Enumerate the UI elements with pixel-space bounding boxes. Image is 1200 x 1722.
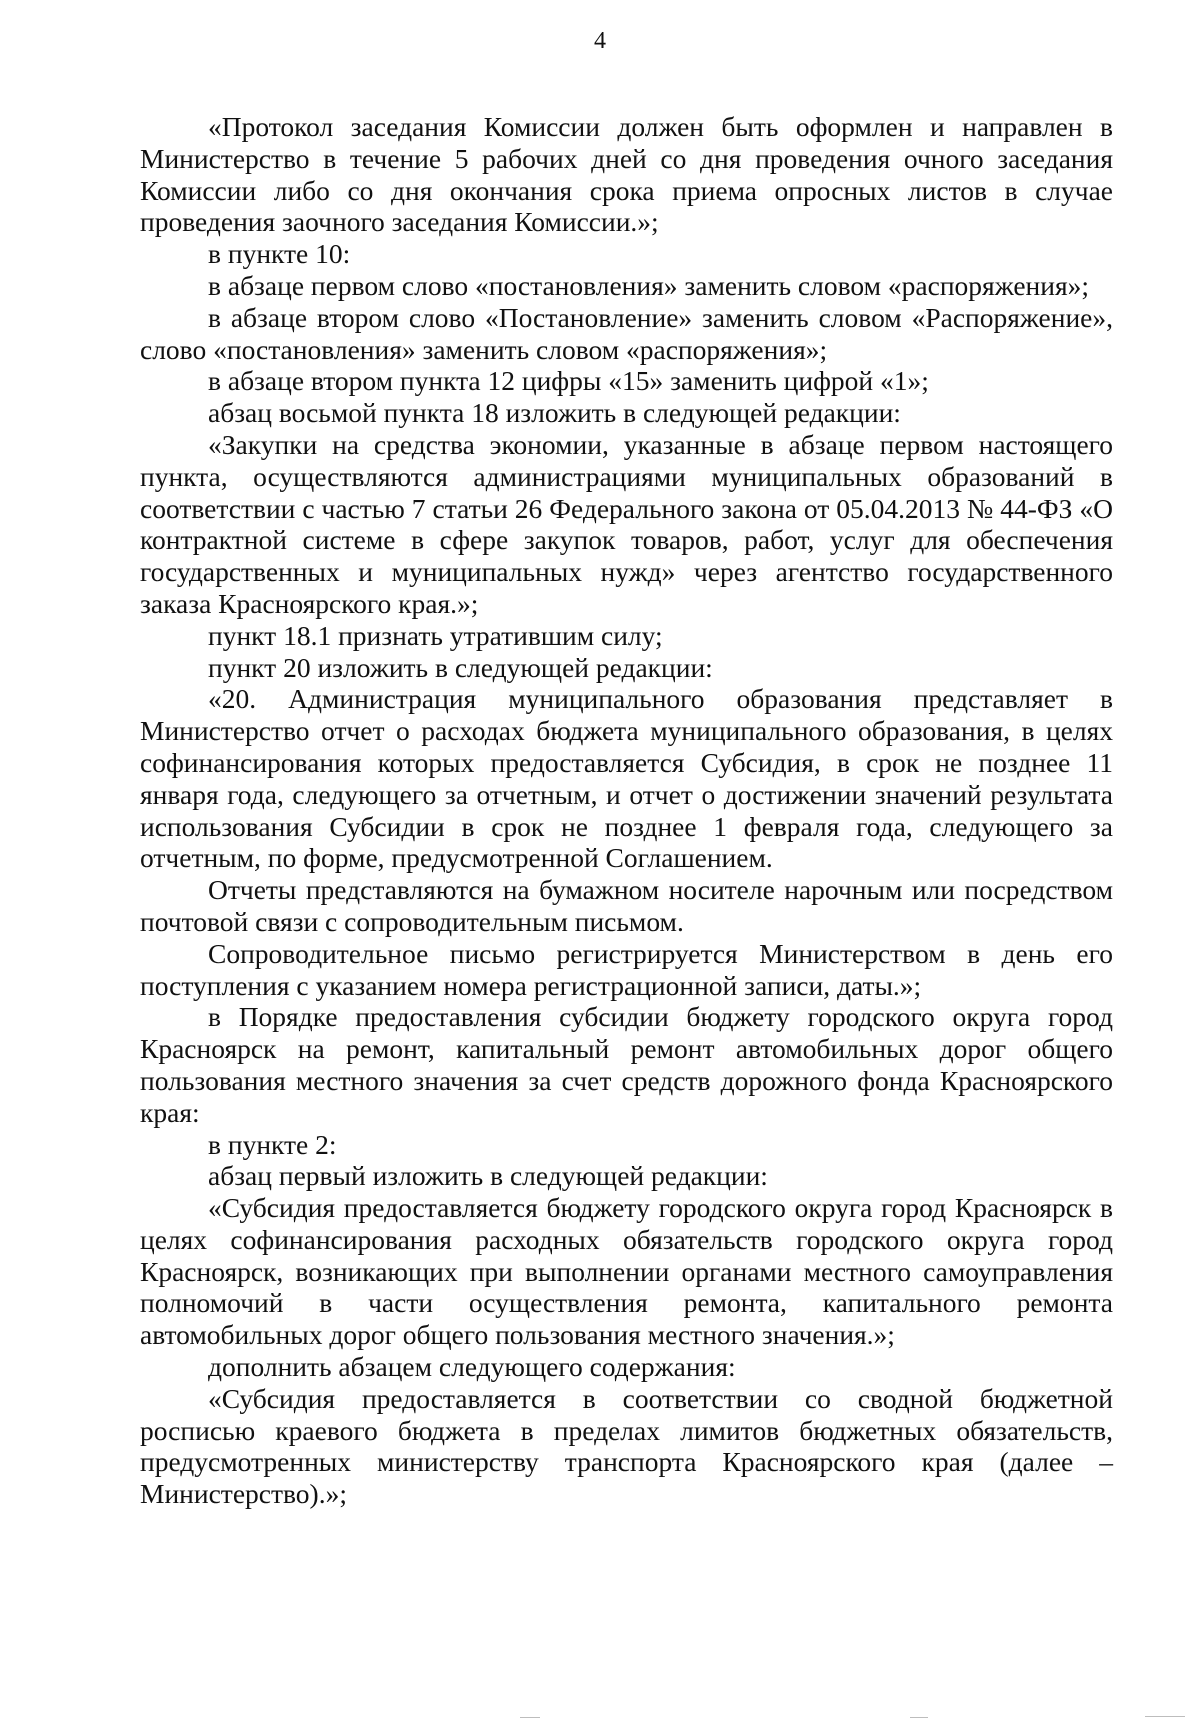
paragraph-cover-letter: Сопроводительное письмо регистрируется Министерством в день его поступления с указанием номера регистрационной записи, даты.»; [140,937,1113,1001]
paragraph-subsidy-quote-1: «Субсидия предоставляется бюджету городского округа город Красноярск в целях софинансирования расходных обязательств городского округа город Красноярск, возникающих при выполнении органами местного самоуправления полномочий в части осуществления ремонта, капитального ремонта автомобильных дорог общего пользования местного значения.»; [140,1192,1113,1351]
paragraph-point-10-second-abzac: в абзаце втором слово «Постановление» заменить словом «Распоряжение», слово «постановления» заменить словом «распоряжения»; [140,301,1113,365]
paragraph-reports: Отчеты представляются на бумажном носителе нарочным или посредством почтовой связи с сопроводительным письмом. [140,874,1113,937]
paragraph-procurement-quote: «Закупки на средства экономии, указанные в абзаце первом настоящего пункта, осуществляются администрациями муниципальных образований в соответствии с частью 7 статьи 26 Федерального закона от 05.04.2013 № 44-ФЗ «О контрактной системе в сфере закупок товаров, работ, услуг для обеспечения государственных и муниципальных нужд» через агентство государственного заказа Красноярского края.»; [140,428,1113,619]
paragraph-point-2: в пункте 2: [208,1128,337,1160]
scan-artifact-line [1145,1716,1185,1717]
paragraph-point-18-1: пункт 18.1 признать утратившим силу; [208,619,663,651]
paragraph-point-18-intro: абзац восьмой пункта 18 изложить в следующей редакции: [208,397,901,429]
paragraph-point-10-first-abzac: в абзаце первом слово «постановления» заменить словом «распоряжения»; [208,269,1090,301]
paragraph-point-20-intro: пункт 20 изложить в следующей редакции: [208,651,713,683]
paragraph-point-10: в пункте 10: [208,238,351,270]
paragraph-add-abzac: дополнить абзацем следующего содержания: [208,1351,736,1383]
page-number: 4 [594,28,606,54]
document-body [140,111,1113,1510]
paragraph-first-abzac-intro: абзац первый изложить в следующей редакции: [208,1160,768,1192]
scan-artifact-line [910,1717,928,1718]
paragraph-subsidy-quote-2: «Субсидия предоставляется в соответствии со сводной бюджетной росписью краевого бюджета в пределах лимитов бюджетных обязательств, предусмотренных министерству транспорта Красноярского края (далее – Министерство).»; [140,1382,1113,1510]
paragraph-protocol-quote: «Протокол заседания Комиссии должен быть оформлен и направлен в Министерство в течение 5 рабочих дней со дня проведения очного заседания Комиссии либо со дня окончания срока приема опросных листов в случае проведения заочного заседания Комиссии.»; [140,111,1113,238]
scan-artifact-line [520,1717,540,1718]
paragraph-subsidy-procedure: в Порядке предоставления субсидии бюджету городского округа город Красноярск на ремонт, капитальный ремонт автомобильных дорог общего пользования местного значения за счет средств дорожного фонда Красноярского края: [140,1001,1113,1128]
paragraph-point-20-quote: «20. Администрация муниципального образования представляет в Министерство отчет о расходах бюджета муниципального образования, в целях софинансирования которых предоставляется Субсидия, в срок не позднее 11 января года, следующего за отчетным, и отчет о достижении значений результата использования Субсидии в срок не позднее 1 февраля года, следующего за отчетным, по форме, предусмотренной Соглашением. [140,683,1113,874]
paragraph-point-12: в абзаце втором пункта 12 цифры «15» заменить цифрой «1»; [208,365,929,397]
